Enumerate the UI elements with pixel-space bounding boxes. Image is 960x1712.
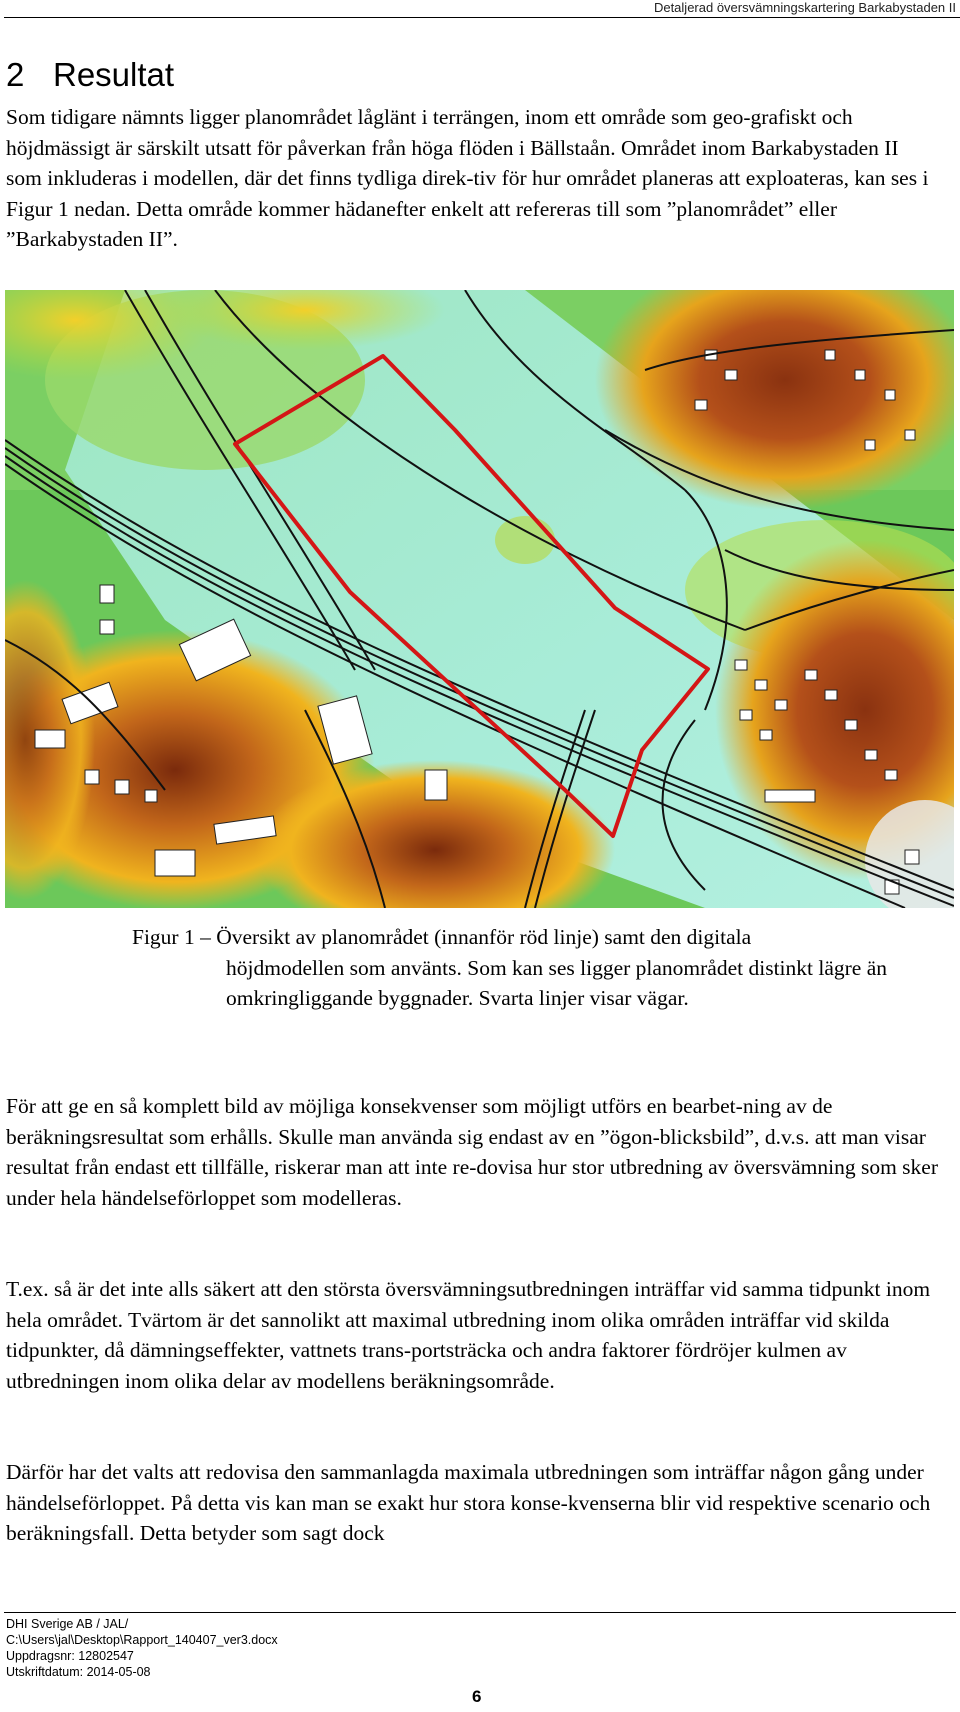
footer (6, 1616, 278, 1680)
figure-caption-text: höjdmodellen som använts. Som kan ses ligger planområdet distinkt lägre än omkringliggande byggnader. Svarta linjer visar vägar. (226, 955, 887, 1010)
elevation-map-figure (5, 290, 954, 908)
footer-company: DHI Sverige AB / JAL/ (6, 1617, 129, 1631)
section-number: 2 (6, 56, 25, 93)
page-number: 6 (472, 1687, 482, 1706)
figure-caption (132, 922, 932, 1014)
section-title: Resultat (53, 56, 175, 93)
paragraph-processing: För att ge en så komplett bild av möjliga konsekvenser som möjligt utförs en bearbet-ning av de beräkningsresultat som erhålls. Skulle man använda sig endast av en ”ögon-blicksbild”, d.v.s. att man visar resultat från endast ett tillfälle, riskerar man att inte re-dovisa hur stor utbredning av översvämning som sker under hela händelseförloppet som modelleras. (6, 1094, 938, 1210)
header-divider (4, 17, 960, 18)
footer-print-date: Utskriftdatum: 2014-05-08 (6, 1665, 151, 1679)
paragraph-conclusion: Därför har det valts att redovisa den sammanlagda maximala utbredningen som inträffar någon gång under händelseförloppet. På detta vis kan man se exakt hur stora konse-kvenserna blir vid respektive scenario och beräkningsfall. Detta betyder som sagt dock (6, 1460, 931, 1545)
paragraph-example: T.ex. så är det inte alls säkert att den största översvämningsutbredningen inträffar vid samma tidpunkt inom hela området. Tvärtom är det sannolikt att maximal utbredning inom olika områden inträffar vid skilda tidpunkter, då dämningseffekter, vattnets trans-portsträcka och andra faktorer fördröjer kulmen av utbredningen inom olika delar av modellens beräkningsområde. (6, 1277, 931, 1393)
running-header: Detaljerad översvämningskartering Barkabystaden II (653, 0, 956, 15)
section-heading (6, 56, 174, 94)
footer-divider (4, 1612, 956, 1613)
paragraph-intro: Som tidigare nämnts ligger planområdet låglänt i terrängen, inom ett område som geo-grafiskt och höjdmässigt är särskilt utsatt för påverkan från höga flöden i Bällstaån. Området inom Barkabystaden II som inkluderas i modellen, där det finns tydliga direk-tiv för hur området planeras att exploateras, kan ses i Figur 1 nedan. Detta område kommer hädanefter enkelt att refereras till som ”planområdet” eller ”Barkabystaden II”. (6, 105, 929, 251)
figure-caption-label: Figur 1 – Översikt av planområdet (innanför röd linje) samt den digitala (132, 925, 752, 949)
footer-file-path: C:\Users\jal\Desktop\Rapport_140407_ver3.docx (6, 1633, 278, 1647)
elevation-map-image (5, 290, 954, 908)
footer-assignment-number: Uppdragsnr: 12802547 (6, 1649, 134, 1663)
